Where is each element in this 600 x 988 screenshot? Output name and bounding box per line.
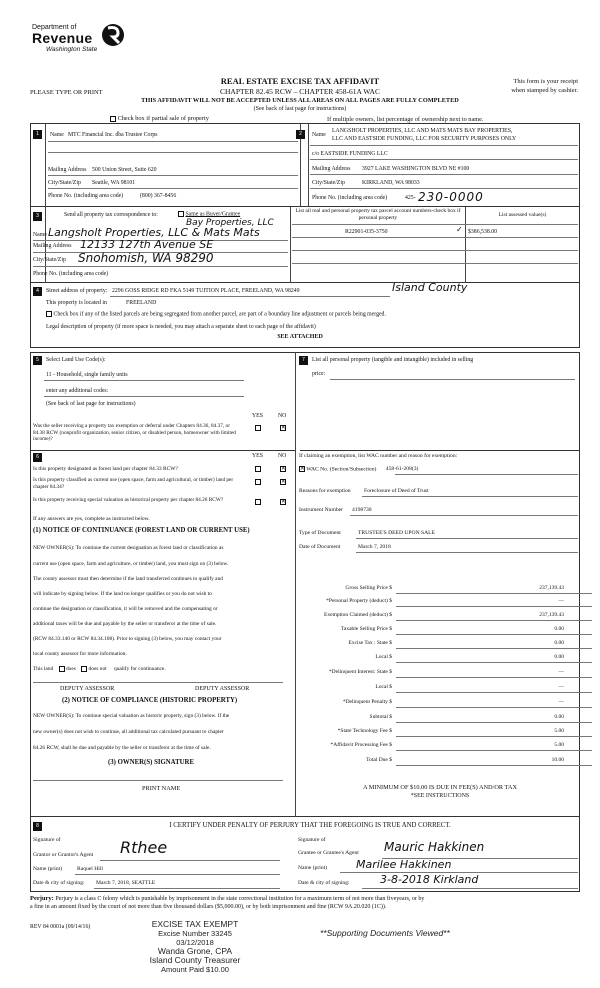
notice-1-l2: current use (open space, farm and agriculture, or timber) land, you must sign on (3) below. — [33, 561, 229, 567]
grantee-sig-of: Signature of — [298, 837, 326, 843]
amount-value[interactable]: — — [558, 598, 564, 604]
amount-value[interactable]: 0.00 — [554, 626, 564, 632]
buyer-phone-label: Phone No. (including area code) — [312, 195, 388, 201]
segregated-label: Check box if any of the listed parcels are being segregated from another parcel, are part of a boundary line adjustment or parcels being merged. — [53, 311, 386, 318]
stamp-line-2: Excise Number 33245 — [158, 929, 232, 938]
seller-name[interactable]: MTC Financial Inc. dba Trustee Corps — [68, 132, 158, 138]
seller-name-label: Name — [50, 132, 64, 138]
grantee-name-label: Name (print) — [298, 865, 328, 871]
this-land-label: This land — [33, 666, 54, 673]
grantee-signature-hw[interactable]: Mauric Hakkinen — [384, 840, 485, 854]
amount-value[interactable]: 0.00 — [554, 654, 564, 660]
amount-value[interactable]: 0.00 — [554, 640, 564, 646]
logo-state: Washington State — [46, 46, 98, 53]
seller-mailing[interactable]: 500 Union Street, Suite 620 — [92, 167, 157, 173]
logo-mark-icon — [100, 22, 126, 48]
corr-phone-label: Phone No. (including area code) — [33, 271, 109, 277]
owner-signature-label: (3) OWNER(S) SIGNATURE — [108, 759, 194, 766]
notice-1-l8: local county assessor for more information. — [33, 651, 127, 657]
s6-q2-no[interactable]: ✕ — [281, 479, 286, 485]
section-1-number: 1 — [33, 130, 42, 139]
notice-1-l7: (RCW 84.33.140 or RCW 84.34.108). Prior to signing (3) below, you may contact your — [33, 636, 222, 642]
grantee-date-label: Date & city of signing: — [298, 880, 350, 886]
section-4-number: 4 — [33, 287, 42, 296]
logo-dept: Department of — [32, 24, 77, 31]
wac-number[interactable]: 458-61-208(3) — [385, 466, 419, 473]
amount-row: *Delinquent Interest: State $ — — [300, 669, 592, 680]
amount-value[interactable]: 237,139.43 — [539, 585, 564, 591]
instrument-label: Instrument Number — [299, 507, 343, 513]
grantor-name-label: Name (print) — [33, 866, 63, 872]
section-7-number: 7 — [299, 356, 308, 365]
seller-mailing-label: Mailing Address — [48, 167, 87, 173]
exemption-question: Was the seller receiving a property tax exemption or deferral under Chapters 84.36, 84.37, or 84.38 RCW (nonprofit organization, senior citizen, or disabled person, homeowner with limited income)? — [33, 423, 236, 442]
land-use-label: Select Land Use Code(s): — [46, 357, 106, 363]
corr-name-hw[interactable]: Langsholt Properties, LLC & Mats Mats — [48, 226, 260, 239]
minimum-fee-note: A MINIMUM OF $10.00 IS DUE IN FEE(S) AND/OR TAX — [362, 784, 517, 791]
s6-q1-yes[interactable] — [255, 466, 261, 472]
receipt-note-1: This form is your receipt — [513, 78, 578, 85]
continuance-row — [33, 666, 166, 672]
reason-label: Reasons for exemption — [299, 488, 351, 494]
s5-no-checkbox[interactable]: ✕ — [281, 425, 286, 431]
see-attached: SEE ATTACHED — [277, 334, 323, 340]
amount-value[interactable]: — — [558, 684, 564, 690]
same-as-checkbox[interactable] — [178, 211, 184, 217]
personal-property-price: price: — [312, 371, 326, 377]
stamp-line-1: EXCISE TAX EXEMPT — [151, 919, 239, 929]
amount-value[interactable]: — — [558, 699, 564, 705]
parcel-header: List all real and personal property tax parcel account numbers-check box if personal property — [295, 208, 461, 221]
partial-sale-checkbox[interactable] — [110, 116, 116, 122]
qualify-label: qualify for continuance. — [114, 666, 166, 673]
buyer-phone-handwritten[interactable]: 230-0000 — [418, 190, 484, 204]
county-hw[interactable]: Island County — [392, 281, 468, 294]
warning-text: THIS AFFIDAVIT WILL NOT BE ACCEPTED UNLESS ALL AREAS ON ALL PAGES ARE FULLY COMPLETED — [141, 97, 459, 104]
corr-name-label: Name — [33, 232, 47, 238]
buyer-mailing-label: Mailing Address — [312, 166, 351, 172]
see-instructions-note: *SEE INSTRUCTIONS — [410, 793, 470, 799]
property-street[interactable]: 2296 GOSS RIDGE RD FKA 5149 TUITION PLACE, FREELAND, WA 98249 — [112, 288, 300, 294]
stamp-line-6: Amount Paid $10.00 — [161, 965, 229, 974]
personal-property-label: List all personal property (tangible and intangible) included in selling — [312, 357, 474, 363]
grantor-agent-label: Grantor or Grantor's Agent — [33, 852, 94, 858]
corr-city-hw[interactable]: Snohomish, WA 98290 — [78, 251, 214, 265]
amount-value[interactable]: — — [558, 669, 564, 675]
grantor-name[interactable]: Raquel Hill — [77, 866, 103, 872]
correspondence-hw-line1[interactable]: Bay Properties, LLC — [186, 218, 274, 228]
section-8-number: 8 — [33, 822, 42, 831]
buyer-name-2[interactable]: LLC AND EASTSIDE FUNDING, LLC FOR SECURITY PURPOSES ONLY — [332, 136, 517, 142]
s5-yes-header: YES — [252, 413, 263, 419]
stamp-line-5: Island County Treasurer — [149, 955, 241, 965]
amount-row: *Delinquent Penalty $ — — [300, 699, 592, 710]
doc-date[interactable]: March 7, 2018 — [358, 544, 391, 550]
buyer-co[interactable]: c/o EASTSIDE FUNDING LLC — [312, 151, 388, 157]
reason-value[interactable]: Foreclosure of Deed of Trust — [364, 488, 429, 494]
multiple-owners-note: If multiple owners, list percentage of ownership next to name. — [327, 116, 484, 123]
grantee-date-hw[interactable]: 3-8-2018 Kirkland — [380, 873, 479, 886]
s6-if-yes: If any answers are yes, complete as instructed below. — [33, 516, 150, 522]
amount-row: Excise Tax : State $ 0.00 — [300, 640, 592, 651]
legal-desc-label: Legal description of property (if more space is needed, you may attach a separate sheet to each page of the affidavit) — [46, 324, 316, 330]
segregated-checkbox[interactable] — [46, 311, 52, 317]
section-5-number: 5 — [33, 356, 42, 365]
dor-logo — [30, 18, 140, 78]
land-does-label: does — [65, 666, 76, 673]
instructions-ref: (See back of last page for instructions) — [253, 106, 347, 112]
segregated-row — [46, 311, 386, 317]
s6-q3-no[interactable]: ✕ — [281, 499, 286, 505]
doc-type-label: Type of Document — [299, 530, 341, 536]
additional-codes-label: enter any additional codes: — [46, 388, 109, 394]
corr-mailing-label: Mailing Address — [33, 243, 72, 249]
wac-checkbox[interactable]: ✕ — [300, 466, 305, 472]
form-title: REAL ESTATE EXCISE TAX AFFIDAVIT — [220, 76, 380, 86]
grantor-signature-hw[interactable]: Rthee — [120, 838, 168, 857]
buyer-city[interactable]: KIRKLAND, WA 98033 — [362, 180, 420, 186]
perjury-label: Perjury: — [30, 895, 54, 902]
deputy-assessor-1: DEPUTY ASSESSOR — [60, 686, 115, 692]
buyer-city-label: City/State/Zip — [312, 180, 345, 186]
stamp-line-4: Wanda Grone, CPA — [157, 946, 233, 956]
amount-value[interactable]: 10.00 — [551, 757, 564, 763]
amount-row: Exemption Claimed (deduct) $ 237,139.43 — [300, 612, 592, 623]
assessed-value[interactable]: $386,538.00 — [468, 229, 497, 235]
amount-value[interactable]: 0.00 — [554, 714, 564, 720]
logo-revenue: Revenue — [32, 30, 93, 46]
perjury-text-1: Perjury is a class C felony which is punishable by imprisonment in the state correctional institution for a maximum term of not more than fiveyears, or by — [53, 896, 425, 902]
grantee-agent-label: Grantee or Grantee's Agent — [298, 850, 359, 856]
seller-phone[interactable]: (800) 367-8456 — [140, 193, 177, 199]
notice-2-l1: NEW OWNER(S): To continue special valuation as historic property, sign (3) below. If the — [33, 713, 230, 719]
notice-2-title: (2) NOTICE OF COMPLIANCE (HISTORIC PROPERTY) — [62, 697, 238, 704]
grantor-date-label: Date & city of signing: — [33, 880, 85, 886]
same-as-label: Same as Buyer/Grantee — [185, 211, 241, 218]
notice-1-l6: additional taxes will be due and payable by the seller or transferor at the time of sale. — [33, 621, 217, 627]
s6-yes-header: YES — [252, 453, 263, 459]
amount-row: Subtotal $ 0.00 — [300, 714, 592, 725]
amount-row: Gross Selling Price $ 237,139.43 — [300, 585, 592, 596]
notice-2-l2: new owner(s) does not wish to continue, all additional tax calculated pursuant to chapter — [33, 729, 224, 735]
instrument-number[interactable]: 4198730 — [352, 507, 372, 513]
amount-row: Total Due $ 10.00 — [300, 757, 592, 768]
land-use-code[interactable]: 11 - Household, single family units — [46, 372, 128, 378]
rev-number: REV 84 0001a (09/14/16) — [30, 924, 91, 930]
exempt-stamp — [110, 920, 280, 974]
notice-1-l1: NEW OWNER(S): To continue the current designation as forest land or classification as — [33, 545, 224, 551]
amount-value[interactable]: 237,139.43 — [539, 612, 564, 618]
seller-phone-label: Phone No. (including area code) — [48, 193, 124, 199]
amount-row: Taxable Selling Price $ 0.00 — [300, 626, 592, 637]
amount-row: *Personal Property (deduct) $ — — [300, 598, 592, 609]
grantor-sig-of: Signature of — [33, 837, 61, 843]
notice-1-title: (1) NOTICE OF CONTINUANCE (FOREST LAND OR CURRENT USE) — [33, 527, 250, 534]
section-2-number: 2 — [296, 130, 305, 139]
land-use-see-back: (See back of last page for instructions) — [46, 401, 136, 407]
same-as-row — [178, 211, 240, 217]
notice-1-l5: continue the designation or classification, it will be removed and the compensating or — [33, 606, 218, 612]
s5-yes-checkbox[interactable] — [255, 425, 261, 431]
s5-no-header: NO — [278, 413, 287, 419]
wac-label: WAC No. (Section/Subsection) — [306, 466, 377, 473]
s6-q1: Is this property designated as forest land per chapter 84.33 RCW? — [33, 466, 178, 472]
section-6-number: 6 — [33, 453, 42, 462]
assessed-header: List assessed value(s) — [498, 212, 547, 218]
located-label: This property is located in — [46, 300, 107, 306]
grantee-name-hw[interactable]: Marilee Hakkinen — [356, 858, 452, 871]
deputy-assessor-2: DEPUTY ASSESSOR — [195, 686, 250, 692]
amount-value[interactable]: 5.00 — [554, 742, 564, 748]
s6-q2: Is this property classified as current use (open space, farm and agricultural, or timber) land per chapter 84.34? — [33, 477, 234, 490]
s6-q3: Is this property receiving special valuation as historical property per chapter 84.26 RCW? — [33, 497, 224, 503]
amount-row: Local $ — — [300, 684, 592, 695]
form-chapter: CHAPTER 82.45 RCW – CHAPTER 458-61A WAC — [220, 87, 380, 96]
s6-q2-yes[interactable] — [255, 479, 261, 485]
buyer-name-1[interactable]: LANGSHOLT PROPERTIES, LLC AND MATS MATS BAY PROPERTIES, — [332, 128, 513, 134]
please-type: PLEASE TYPE OR PRINT — [30, 89, 103, 96]
amount-row: *Affidavit Processing Fee $ 5.00 — [300, 742, 592, 753]
land-does-not-label: does not — [88, 666, 107, 673]
supporting-docs-note: **Supporting Documents Viewed** — [320, 928, 450, 938]
notice-2-l3: 84.26 RCW, shall be due and payable by the seller or transferor at the time of sale. — [33, 745, 211, 751]
grantor-date[interactable]: March 7, 2018, SEATTLE — [96, 880, 156, 886]
corr-mailing-hw[interactable]: 12133 127th Avenue SE — [80, 238, 214, 251]
partial-sale-row — [110, 115, 209, 122]
buyer-mailing[interactable]: 3927 LAKE WASHINGTON BLVD NE #100 — [362, 166, 470, 172]
amount-value[interactable]: 5.00 — [554, 728, 564, 734]
property-located[interactable]: FREELAND — [126, 300, 157, 306]
buyer-name-label: Name — [312, 132, 326, 138]
stamp-line-3: 03/12/2018 — [176, 938, 214, 947]
s6-q3-yes[interactable] — [255, 499, 261, 505]
certify-statement: I CERTIFY UNDER PENALTY OF PERJURY THAT THE FOREGOING IS TRUE AND CORRECT. — [169, 822, 451, 829]
wac-claim-label: If claiming an exemption, list WAC number and reason for exemption: — [299, 453, 458, 459]
perjury-notice — [30, 895, 585, 911]
section-3-number: 3 — [33, 212, 42, 221]
partial-sale-label: Check box if partial sale of property — [117, 115, 209, 122]
land-does-not-checkbox[interactable] — [81, 666, 87, 672]
doc-type[interactable]: TRUSTEE'S DEED UPON SALE — [358, 530, 435, 536]
s6-q1-no[interactable]: ✕ — [281, 466, 286, 472]
corr-city-label: City/State/Zip — [33, 257, 66, 263]
notice-1-l3: The county assessor must then determine if the land transferred continues to qualify and — [33, 576, 223, 582]
perjury-text-2: a fine in an amount fixed by the court of not more than five thousand dollars ($5,000.00), or by both imprisonment and fine (RCW 9A.20.020 (1C)). — [30, 903, 387, 910]
buyer-phone-prefix: 425- — [405, 195, 416, 201]
land-does-checkbox[interactable] — [59, 666, 65, 672]
amount-row: Local $ 0.00 — [300, 654, 592, 665]
notice-1-l4: will indicate by signing below. If the land no longer qualifies or you do not wish to — [33, 591, 212, 597]
parcel-number[interactable]: R22901-035-3750 — [345, 229, 388, 235]
street-label: Street address of property: — [46, 288, 108, 294]
s6-no-header: NO — [278, 453, 287, 459]
seller-city[interactable]: Seattle, WA 98101 — [92, 180, 136, 186]
receipt-note-2: when stamped by cashier. — [511, 87, 578, 94]
parcel-check[interactable]: ✓ — [456, 225, 463, 234]
print-name-label: PRINT NAME — [142, 785, 181, 792]
wac-row — [299, 466, 418, 472]
seller-city-label: City/State/Zip — [48, 180, 81, 186]
amount-row: *State Technology Fee $ 5.00 — [300, 728, 592, 739]
correspondence-label: Send all property tax correspondence to: — [64, 212, 158, 218]
doc-date-label: Date of Document — [299, 544, 341, 550]
